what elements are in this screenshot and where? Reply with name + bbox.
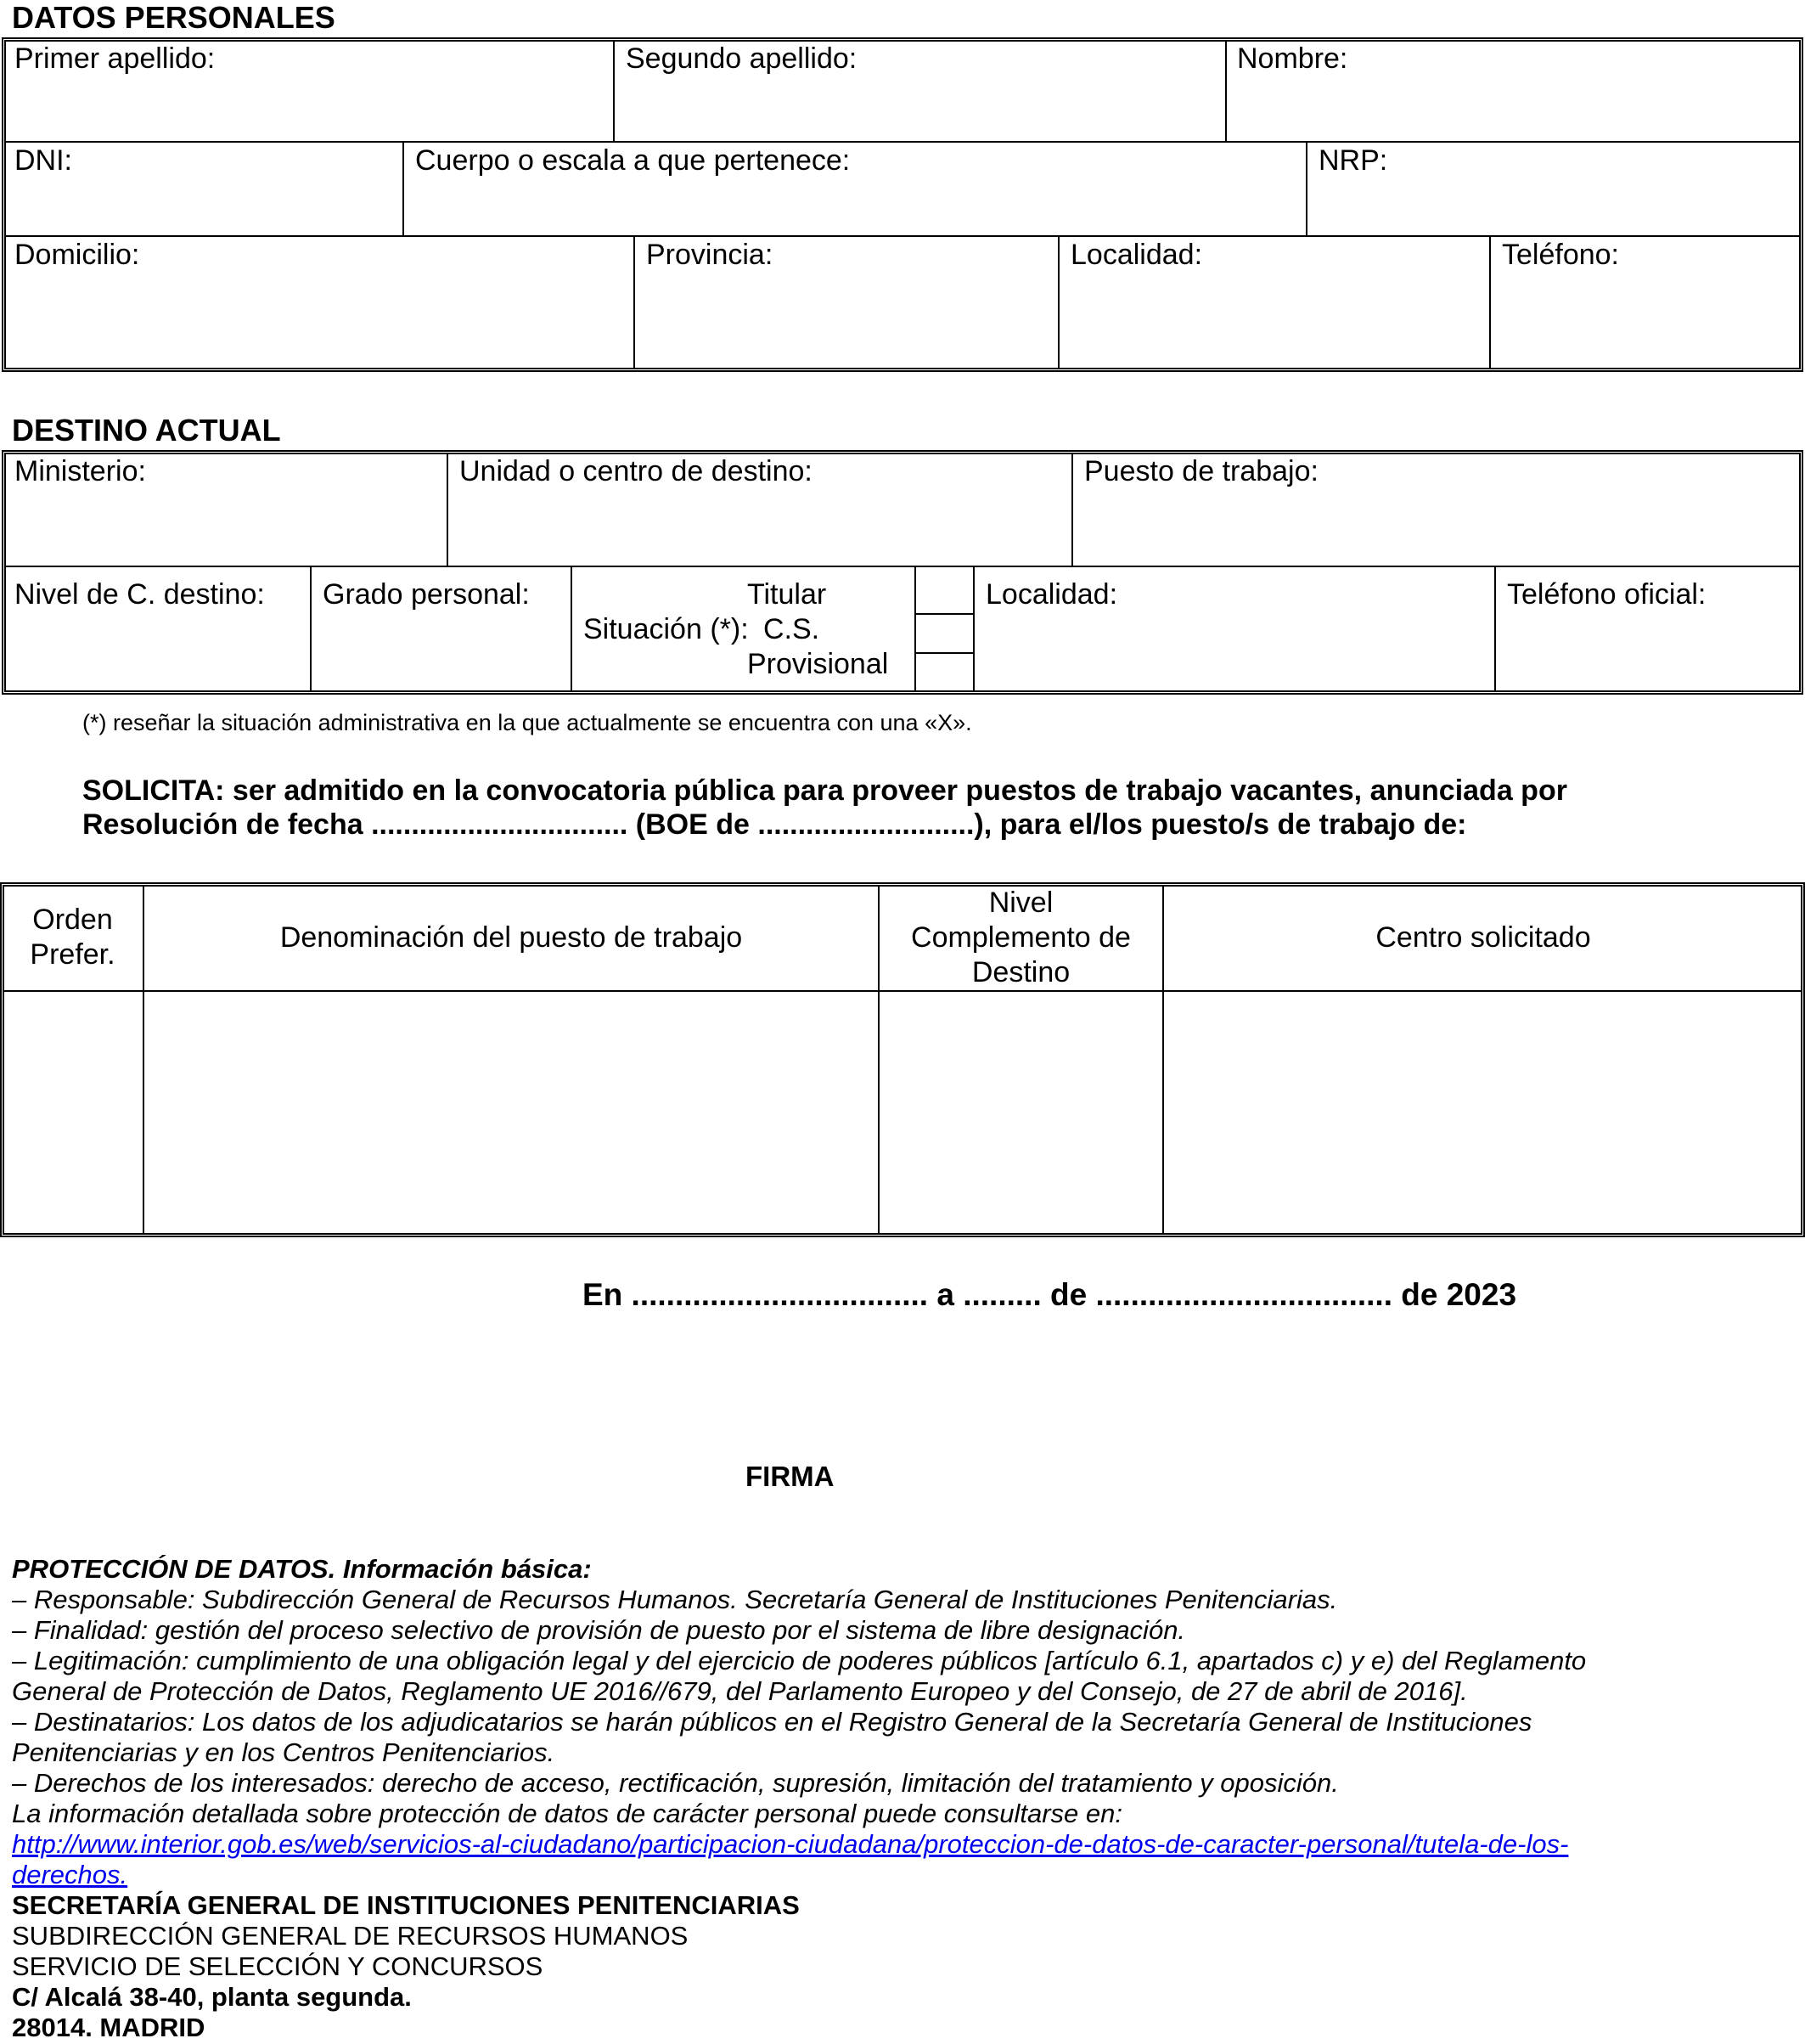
proteccion-finalidad: – Finalidad: gestión del proceso selectivo de provisión de puesto por el sistema de libre designación. bbox=[12, 1615, 1186, 1645]
divider bbox=[1225, 40, 1227, 141]
header-orden-line-2: Prefer. bbox=[30, 938, 115, 971]
divider bbox=[1306, 141, 1307, 235]
solicita-line-1: SOLICITA: ser admitido en la convocatoria pública para proveer puestos de trabajo vacantes, anunciada por bbox=[82, 774, 1567, 807]
divider bbox=[571, 566, 572, 692]
grado-personal-field[interactable]: Grado personal: bbox=[323, 578, 530, 611]
divider bbox=[402, 141, 404, 235]
localidad-field[interactable]: Localidad: bbox=[1071, 239, 1203, 271]
proteccion-info: La información detallada sobre protección de datos de carácter personal puede consultarse en: bbox=[12, 1799, 1122, 1828]
direccion-subdireccion: SUBDIRECCIÓN GENERAL DE RECURSOS HUMANOS bbox=[12, 1921, 689, 1951]
direccion-ciudad: 28014. MADRID bbox=[12, 2013, 205, 2042]
header-nivel-line-3: Destino bbox=[971, 955, 1071, 988]
header-centro: Centro solicitado bbox=[1375, 921, 1591, 954]
divider bbox=[1489, 235, 1491, 369]
proteccion-destinatarios-1: – Destinatarios: Los datos de los adjudicatarios se harán públicos en el Registro General de la Secretaría General de Instituciones bbox=[12, 1707, 1532, 1737]
firma-label: FIRMA bbox=[745, 1461, 835, 1492]
centro-cell[interactable] bbox=[1164, 992, 1802, 1235]
datos-personales-table bbox=[2, 37, 1803, 372]
proteccion-legitimacion-1: – Legitimación: cumplimiento de una obligación legal y del ejercicio de poderes públicos [artículo 6.1, apartados c) y e) del Reglamento bbox=[12, 1646, 1587, 1675]
header-nivel-line-1: Nivel bbox=[988, 886, 1054, 919]
header-orden bbox=[3, 885, 143, 990]
proteccion-responsable: – Responsable: Subdirección General de Recursos Humanos. Secretaría General de Instituciones Penitenciarias. bbox=[12, 1585, 1338, 1614]
telefono-field[interactable]: Teléfono: bbox=[1502, 239, 1619, 271]
divider bbox=[447, 453, 448, 566]
nivel-cell[interactable] bbox=[880, 992, 1162, 1235]
situacion-option-provisional: Provisional bbox=[747, 648, 889, 680]
divider bbox=[1071, 453, 1073, 566]
divider bbox=[4, 141, 1801, 143]
titular-checkbox[interactable] bbox=[916, 567, 972, 612]
destino-actual-title: DESTINO ACTUAL bbox=[12, 413, 281, 448]
divider bbox=[633, 235, 635, 369]
destino-actual-table bbox=[2, 450, 1803, 695]
primer-apellido-field[interactable]: Primer apellido: bbox=[14, 42, 216, 75]
unidad-centro-field[interactable]: Unidad o centro de destino: bbox=[459, 455, 813, 487]
proteccion-url-link[interactable]: http://www.interior.gob.es/web/servicios-al-ciudadano/participacion-ciudadana/proteccion-de-datos-de-caracter-personal/tutela-de-los-derechos. bbox=[12, 1829, 1569, 1889]
solicita-line-2: Resolución de fecha ................................ (BOE de ...........................), para el/los puesto/s de trabajo de: bbox=[82, 808, 1467, 841]
proteccion-derechos: – Derechos de los interesados: derecho de acceso, rectificación, supresión, limitación del tratamiento y oposición. bbox=[12, 1768, 1339, 1798]
proteccion-datos-block bbox=[12, 1554, 1625, 1890]
cuerpo-field[interactable]: Cuerpo o escala a que pertenece: bbox=[415, 144, 851, 177]
situacion-option-cs: C.S. bbox=[763, 613, 820, 645]
footnote: (*) reseñar la situación administrativa en la que actualmente se encuentra con una «X». bbox=[82, 710, 972, 735]
situacion-option-titular: Titular bbox=[747, 578, 827, 611]
divider bbox=[4, 235, 1801, 237]
header-orden-line-1: Orden bbox=[32, 904, 113, 936]
divider bbox=[613, 40, 615, 141]
direccion-calle: C/ Alcalá 38-40, planta segunda. bbox=[12, 1982, 412, 2012]
nrp-field[interactable]: NRP: bbox=[1319, 144, 1388, 177]
dni-field[interactable]: DNI: bbox=[14, 144, 72, 177]
divider bbox=[4, 566, 1801, 567]
divider bbox=[1058, 235, 1060, 369]
proteccion-destinatarios-2: Penitenciarias y en los Centros Penitenciarios. bbox=[12, 1737, 555, 1767]
ministerio-field[interactable]: Ministerio: bbox=[14, 455, 146, 487]
header-denominacion: Denominación del puesto de trabajo bbox=[279, 921, 743, 954]
nivel-destino-field[interactable]: Nivel de C. destino: bbox=[14, 578, 265, 611]
provincia-field[interactable]: Provincia: bbox=[646, 239, 773, 271]
divider bbox=[973, 566, 975, 692]
domicilio-field[interactable]: Domicilio: bbox=[14, 239, 140, 271]
direccion-block bbox=[12, 1890, 800, 2043]
puesto-trabajo-field[interactable]: Puesto de trabajo: bbox=[1084, 455, 1319, 487]
segundo-apellido-field[interactable]: Segundo apellido: bbox=[626, 42, 858, 75]
provisional-checkbox[interactable] bbox=[916, 654, 972, 691]
localidad-destino-field[interactable]: Localidad: bbox=[986, 578, 1118, 611]
header-nivel-line-2: Complemento de bbox=[911, 921, 1131, 954]
direccion-servicio: SERVICIO DE SELECCIÓN Y CONCURSOS bbox=[12, 1951, 543, 1981]
denominacion-cell[interactable] bbox=[144, 992, 878, 1235]
cs-checkbox[interactable] bbox=[916, 615, 972, 651]
datos-personales-title: DATOS PERSONALES bbox=[12, 0, 335, 35]
situacion-label: Situación (*): bbox=[583, 613, 749, 645]
orden-cell[interactable] bbox=[3, 992, 143, 1235]
divider bbox=[310, 566, 312, 692]
fecha-line: En .................................. a ......... de .................................. de 2023 bbox=[582, 1277, 1517, 1312]
telefono-oficial-field[interactable]: Teléfono oficial: bbox=[1507, 578, 1707, 611]
header-nivel bbox=[880, 885, 1162, 990]
divider bbox=[1494, 566, 1496, 692]
proteccion-title: PROTECCIÓN DE DATOS. Información básica: bbox=[12, 1554, 592, 1584]
nombre-field[interactable]: Nombre: bbox=[1237, 42, 1348, 75]
proteccion-legitimacion-2: General de Protección de Datos, Reglamento UE 2016//679, del Parlamento Europeo y del Consejo, de 27 de abril de 2016]. bbox=[12, 1676, 1468, 1706]
direccion-secretaria: SECRETARÍA GENERAL DE INSTITUCIONES PENITENCIARIAS bbox=[12, 1890, 800, 1920]
